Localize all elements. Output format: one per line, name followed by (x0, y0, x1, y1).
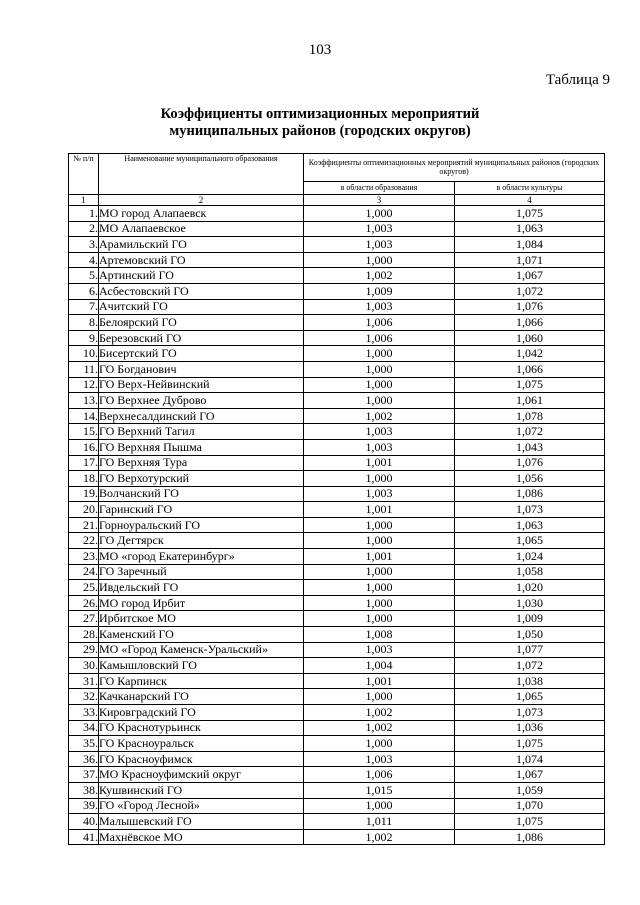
row-number: 12. (69, 377, 99, 393)
culture-coefficient: 1,073 (455, 705, 605, 721)
row-number: 3. (69, 237, 99, 253)
municipality-name: МО город Ирбит (99, 595, 304, 611)
table-row (69, 751, 605, 767)
table-row (69, 299, 605, 315)
municipality-name: ГО Верхнее Дуброво (99, 393, 304, 409)
culture-coefficient: 1,076 (455, 299, 605, 315)
culture-coefficient: 1,065 (455, 689, 605, 705)
culture-coefficient: 1,075 (455, 736, 605, 752)
culture-coefficient: 1,063 (455, 221, 605, 237)
culture-coefficient: 1,075 (455, 377, 605, 393)
table-row (69, 642, 605, 658)
row-number: 33. (69, 705, 99, 721)
culture-coefficient: 1,024 (455, 549, 605, 565)
municipality-name: МО Алапаевское (99, 221, 304, 237)
table-row (69, 627, 605, 643)
culture-coefficient: 1,020 (455, 580, 605, 596)
row-number: 9. (69, 330, 99, 346)
header-culture: в области культуры (455, 181, 605, 194)
culture-coefficient: 1,078 (455, 408, 605, 424)
row-number: 7. (69, 299, 99, 315)
coefficients-table (68, 153, 605, 845)
education-coefficient: 1,003 (304, 237, 455, 253)
row-number: 38. (69, 782, 99, 798)
municipality-name: ГО Красноуральск (99, 736, 304, 752)
table-row (69, 580, 605, 596)
row-number: 25. (69, 580, 99, 596)
education-coefficient: 1,000 (304, 564, 455, 580)
header-index-4: 4 (455, 195, 605, 206)
culture-coefficient: 1,059 (455, 782, 605, 798)
header-index-1: 1 (69, 195, 99, 206)
municipality-name: ГО Карпинск (99, 673, 304, 689)
table-body (69, 206, 605, 845)
table-row (69, 237, 605, 253)
row-number: 36. (69, 751, 99, 767)
education-coefficient: 1,001 (304, 673, 455, 689)
municipality-name: ГО Дегтярск (99, 533, 304, 549)
education-coefficient: 1,000 (304, 517, 455, 533)
row-number: 13. (69, 393, 99, 409)
row-number: 37. (69, 767, 99, 783)
education-coefficient: 1,003 (304, 439, 455, 455)
education-coefficient: 1,000 (304, 206, 455, 222)
municipality-name: МО «Город Каменск-Уральский» (99, 642, 304, 658)
culture-coefficient: 1,070 (455, 798, 605, 814)
row-number: 24. (69, 564, 99, 580)
header-index-2: 2 (99, 195, 304, 206)
education-coefficient: 1,000 (304, 689, 455, 705)
row-number: 39. (69, 798, 99, 814)
row-number: 20. (69, 502, 99, 518)
table-row (69, 658, 605, 674)
municipality-name: ГО Заречный (99, 564, 304, 580)
table-row (69, 595, 605, 611)
culture-coefficient: 1,056 (455, 471, 605, 487)
municipality-name: Волчанский ГО (99, 486, 304, 502)
table-row (69, 252, 605, 268)
education-coefficient: 1,000 (304, 736, 455, 752)
table-row (69, 361, 605, 377)
education-coefficient: 1,015 (304, 782, 455, 798)
culture-coefficient: 1,009 (455, 611, 605, 627)
table-row (69, 455, 605, 471)
municipality-name: Белоярский ГО (99, 315, 304, 331)
municipality-name: ГО Краснотурьинск (99, 720, 304, 736)
table-row (69, 486, 605, 502)
table-row (69, 221, 605, 237)
table-row (69, 814, 605, 830)
table-row (69, 705, 605, 721)
education-coefficient: 1,000 (304, 252, 455, 268)
municipality-name: Арамильский ГО (99, 237, 304, 253)
education-coefficient: 1,002 (304, 829, 455, 845)
row-number: 30. (69, 658, 99, 674)
education-coefficient: 1,000 (304, 580, 455, 596)
culture-coefficient: 1,063 (455, 517, 605, 533)
table-row (69, 673, 605, 689)
table-row (69, 782, 605, 798)
row-number: 23. (69, 549, 99, 565)
row-number: 28. (69, 627, 99, 643)
row-number: 14. (69, 408, 99, 424)
culture-coefficient: 1,066 (455, 361, 605, 377)
table-row (69, 549, 605, 565)
culture-coefficient: 1,043 (455, 439, 605, 455)
education-coefficient: 1,002 (304, 268, 455, 284)
culture-coefficient: 1,086 (455, 829, 605, 845)
education-coefficient: 1,001 (304, 502, 455, 518)
title-line-1: Коэффициенты оптимизационных мероприятий (160, 106, 480, 122)
row-number: 1. (69, 206, 99, 222)
title-line-2: муниципальных районов (городских округов) (169, 123, 471, 139)
table-row (69, 564, 605, 580)
table-row (69, 829, 605, 845)
culture-coefficient: 1,075 (455, 814, 605, 830)
table-row (69, 471, 605, 487)
municipality-name: Артинский ГО (99, 268, 304, 284)
municipality-name: Верхнесалдинский ГО (99, 408, 304, 424)
table-row (69, 720, 605, 736)
municipality-name: Артемовский ГО (99, 252, 304, 268)
municipality-name: Березовский ГО (99, 330, 304, 346)
table-row (69, 283, 605, 299)
culture-coefficient: 1,061 (455, 393, 605, 409)
culture-coefficient: 1,066 (455, 315, 605, 331)
table-row (69, 377, 605, 393)
education-coefficient: 1,000 (304, 393, 455, 409)
table-row (69, 689, 605, 705)
education-coefficient: 1,000 (304, 361, 455, 377)
education-coefficient: 1,000 (304, 798, 455, 814)
education-coefficient: 1,001 (304, 455, 455, 471)
row-number: 31. (69, 673, 99, 689)
table-row (69, 798, 605, 814)
culture-coefficient: 1,060 (455, 330, 605, 346)
municipality-name: Махнёвское МО (99, 829, 304, 845)
row-number: 19. (69, 486, 99, 502)
row-number: 35. (69, 736, 99, 752)
row-number: 29. (69, 642, 99, 658)
header-education: в области образования (304, 181, 455, 194)
row-number: 15. (69, 424, 99, 440)
municipality-name: Бисертский ГО (99, 346, 304, 362)
culture-coefficient: 1,072 (455, 658, 605, 674)
education-coefficient: 1,006 (304, 315, 455, 331)
education-coefficient: 1,002 (304, 408, 455, 424)
table-label: Таблица 9 (545, 72, 610, 88)
municipality-name: МО Красноуфимский округ (99, 767, 304, 783)
table-row (69, 736, 605, 752)
table-row (69, 424, 605, 440)
education-coefficient: 1,000 (304, 595, 455, 611)
education-coefficient: 1,003 (304, 424, 455, 440)
education-coefficient: 1,011 (304, 814, 455, 830)
row-number: 8. (69, 315, 99, 331)
education-coefficient: 1,000 (304, 377, 455, 393)
education-coefficient: 1,003 (304, 751, 455, 767)
table-title (0, 106, 640, 140)
municipality-name: Каменский ГО (99, 627, 304, 643)
row-number: 34. (69, 720, 99, 736)
header-name: Наименование муниципального образования (99, 154, 304, 195)
table-row (69, 502, 605, 518)
culture-coefficient: 1,050 (455, 627, 605, 643)
culture-coefficient: 1,074 (455, 751, 605, 767)
culture-coefficient: 1,067 (455, 767, 605, 783)
table-row (69, 268, 605, 284)
municipality-name: Гаринский ГО (99, 502, 304, 518)
municipality-name: ГО Верхотурский (99, 471, 304, 487)
table-row (69, 330, 605, 346)
education-coefficient: 1,008 (304, 627, 455, 643)
row-number: 26. (69, 595, 99, 611)
row-number: 4. (69, 252, 99, 268)
education-coefficient: 1,000 (304, 611, 455, 627)
municipality-name: ГО Богданович (99, 361, 304, 377)
row-number: 41. (69, 829, 99, 845)
education-coefficient: 1,000 (304, 471, 455, 487)
culture-coefficient: 1,038 (455, 673, 605, 689)
municipality-name: ГО «Город Лесной» (99, 798, 304, 814)
culture-coefficient: 1,084 (455, 237, 605, 253)
education-coefficient: 1,001 (304, 549, 455, 565)
row-number: 10. (69, 346, 99, 362)
education-coefficient: 1,002 (304, 705, 455, 721)
table-row (69, 611, 605, 627)
page-number: 103 (308, 42, 332, 58)
row-number: 17. (69, 455, 99, 471)
row-number: 2. (69, 221, 99, 237)
education-coefficient: 1,006 (304, 330, 455, 346)
row-number: 40. (69, 814, 99, 830)
municipality-name: Ачитский ГО (99, 299, 304, 315)
row-number: 22. (69, 533, 99, 549)
culture-coefficient: 1,086 (455, 486, 605, 502)
municipality-name: Кировградский ГО (99, 705, 304, 721)
table-row (69, 517, 605, 533)
education-coefficient: 1,004 (304, 658, 455, 674)
education-coefficient: 1,000 (304, 533, 455, 549)
municipality-name: Кушвинский ГО (99, 782, 304, 798)
culture-coefficient: 1,077 (455, 642, 605, 658)
education-coefficient: 1,002 (304, 720, 455, 736)
municipality-name: Камышловский ГО (99, 658, 304, 674)
table-row (69, 767, 605, 783)
municipality-name: Малышевский ГО (99, 814, 304, 830)
municipality-name: ГО Верх-Нейвинский (99, 377, 304, 393)
municipality-name: ГО Красноуфимск (99, 751, 304, 767)
municipality-name: ГО Верхняя Тура (99, 455, 304, 471)
culture-coefficient: 1,036 (455, 720, 605, 736)
row-number: 21. (69, 517, 99, 533)
culture-coefficient: 1,073 (455, 502, 605, 518)
culture-coefficient: 1,067 (455, 268, 605, 284)
education-coefficient: 1,009 (304, 283, 455, 299)
row-number: 6. (69, 283, 99, 299)
table-row (69, 206, 605, 222)
education-coefficient: 1,000 (304, 346, 455, 362)
municipality-name: Ивдельский ГО (99, 580, 304, 596)
education-coefficient: 1,006 (304, 767, 455, 783)
education-coefficient: 1,003 (304, 642, 455, 658)
row-number: 18. (69, 471, 99, 487)
education-coefficient: 1,003 (304, 299, 455, 315)
table-row (69, 393, 605, 409)
municipality-name: Качканарский ГО (99, 689, 304, 705)
header-num: № п/п (69, 154, 99, 195)
culture-coefficient: 1,075 (455, 206, 605, 222)
municipality-name: МО «город Екатеринбург» (99, 549, 304, 565)
culture-coefficient: 1,042 (455, 346, 605, 362)
row-number: 32. (69, 689, 99, 705)
row-number: 27. (69, 611, 99, 627)
row-number: 16. (69, 439, 99, 455)
municipality-name: МО город Алапаевск (99, 206, 304, 222)
table-row (69, 346, 605, 362)
culture-coefficient: 1,030 (455, 595, 605, 611)
municipality-name: Горноуральский ГО (99, 517, 304, 533)
table-row (69, 533, 605, 549)
culture-coefficient: 1,065 (455, 533, 605, 549)
culture-coefficient: 1,076 (455, 455, 605, 471)
education-coefficient: 1,003 (304, 221, 455, 237)
culture-coefficient: 1,072 (455, 283, 605, 299)
table-row (69, 315, 605, 331)
municipality-name: Ирбитское МО (99, 611, 304, 627)
culture-coefficient: 1,058 (455, 564, 605, 580)
municipality-name: ГО Верхняя Пышма (99, 439, 304, 455)
header-coefficients: Коэффициенты оптимизационных мероприятий муниципальных районов (городских округов) (304, 154, 605, 182)
culture-coefficient: 1,071 (455, 252, 605, 268)
row-number: 11. (69, 361, 99, 377)
culture-coefficient: 1,072 (455, 424, 605, 440)
municipality-name: Асбестовский ГО (99, 283, 304, 299)
table-row (69, 439, 605, 455)
table-row (69, 408, 605, 424)
row-number: 5. (69, 268, 99, 284)
header-index-3: 3 (304, 195, 455, 206)
municipality-name: ГО Верхний Тагил (99, 424, 304, 440)
education-coefficient: 1,003 (304, 486, 455, 502)
